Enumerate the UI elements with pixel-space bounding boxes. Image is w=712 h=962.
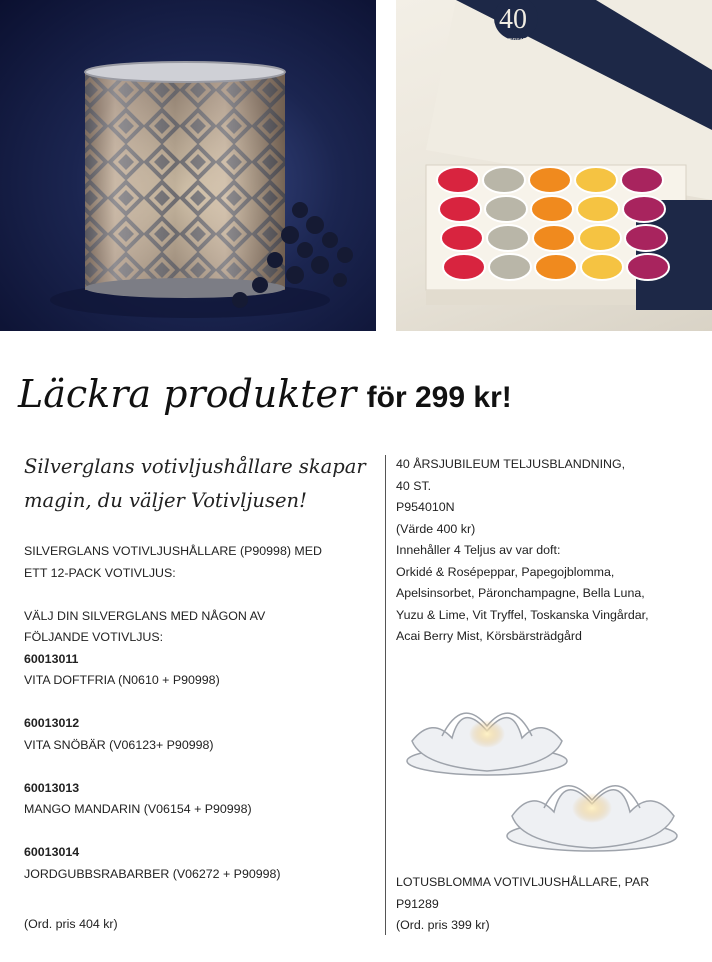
- intro-tagline: [24, 450, 374, 518]
- right-line: Apelsinsorbet, Päronchampagne, Bella Luna,: [396, 586, 645, 600]
- tealight: [529, 167, 571, 193]
- right-line: Orkidé & Rosépeppar, Papegojblomma,: [396, 564, 615, 579]
- right-line: 40 ÅRSJUBILEUM TELJUSBLANDNING,: [396, 457, 626, 471]
- tealight: [443, 254, 485, 280]
- headline: [18, 372, 512, 416]
- tealight: [483, 167, 525, 193]
- tealight: [439, 196, 481, 222]
- tealight-box-photo: [396, 0, 712, 331]
- choose-line: FÖLJANDE VOTIVLJUS:: [24, 630, 164, 644]
- option-name: VITA DOFTFRIA (N0610 + P90998): [24, 673, 220, 687]
- tealight: [623, 196, 665, 222]
- right-column: [396, 454, 706, 648]
- lotus-product-text: [396, 872, 706, 937]
- tealight: [579, 225, 621, 251]
- left-column: [24, 541, 379, 885]
- lotus-code: P91289: [396, 896, 439, 911]
- desc-line: ETT 12-PACK VOTIVLJUS:: [24, 565, 176, 580]
- box-badge-sub: ANNIVERSARY: [494, 38, 530, 44]
- desc-line: SILVERGLANS VOTIVLJUSHÅLLARE (P90998) MED: [24, 544, 322, 558]
- tealight: [577, 196, 619, 222]
- right-line: Yuzu & Lime, Vit Tryffel, Toskanska Vingårdar,: [396, 607, 649, 622]
- tealight-box-illustration: [396, 0, 712, 331]
- tealight: [441, 225, 483, 251]
- option-name: VITA SNÖBÄR (V06123+ P90998): [24, 737, 214, 752]
- option-code: 60013013: [24, 780, 80, 795]
- lotus-title: LOTUSBLOMMA VOTIVLJUSHÅLLARE, PAR: [396, 875, 650, 889]
- tealight: [535, 254, 577, 280]
- right-line: 40 ST.: [396, 478, 432, 493]
- column-divider: [385, 455, 386, 935]
- box-badge: 40: [499, 4, 527, 35]
- choose-line: VÄLJ DIN SILVERGLANS MED NÅGON AV: [24, 608, 266, 623]
- silver-votive-illustration: [0, 0, 376, 331]
- option-code: 60013012: [24, 716, 80, 730]
- option-name: MANGO MANDARIN (V06154 + P90998): [24, 802, 252, 816]
- lotus-holder-photo: [392, 676, 692, 860]
- intro-line: magin, du väljer Votivljusen!: [24, 489, 307, 512]
- right-line: Innehåller 4 Teljus av var doft:: [396, 543, 561, 557]
- headline-price: för 299 kr!: [366, 381, 512, 414]
- headline-script: Läckra produkter: [18, 372, 357, 416]
- option-code: 60013014: [24, 845, 80, 859]
- right-line: (Värde 400 kr): [396, 521, 476, 536]
- tealight: [533, 225, 575, 251]
- option-name: JORDGUBBSRABARBER (V06272 + P90998): [24, 866, 281, 881]
- right-line: Acai Berry Mist, Körsbärsträdgård: [396, 629, 582, 643]
- option-code: 60013011: [24, 651, 79, 666]
- right-line: P954010N: [396, 500, 455, 514]
- tealight: [627, 254, 669, 280]
- tealight: [581, 254, 623, 280]
- tealight: [437, 167, 479, 193]
- tealight: [531, 196, 573, 222]
- lotus-price: (Ord. pris 399 kr): [396, 918, 490, 932]
- intro-line: Silverglans votivljushållare skapar: [24, 455, 366, 478]
- tealight: [621, 167, 663, 193]
- tealight: [485, 196, 527, 222]
- left-price-note: (Ord. pris 404 kr): [24, 917, 118, 931]
- tealight: [575, 167, 617, 193]
- tealight: [625, 225, 667, 251]
- tealight: [489, 254, 531, 280]
- silver-votive-photo: [0, 0, 376, 331]
- tealight: [487, 225, 529, 251]
